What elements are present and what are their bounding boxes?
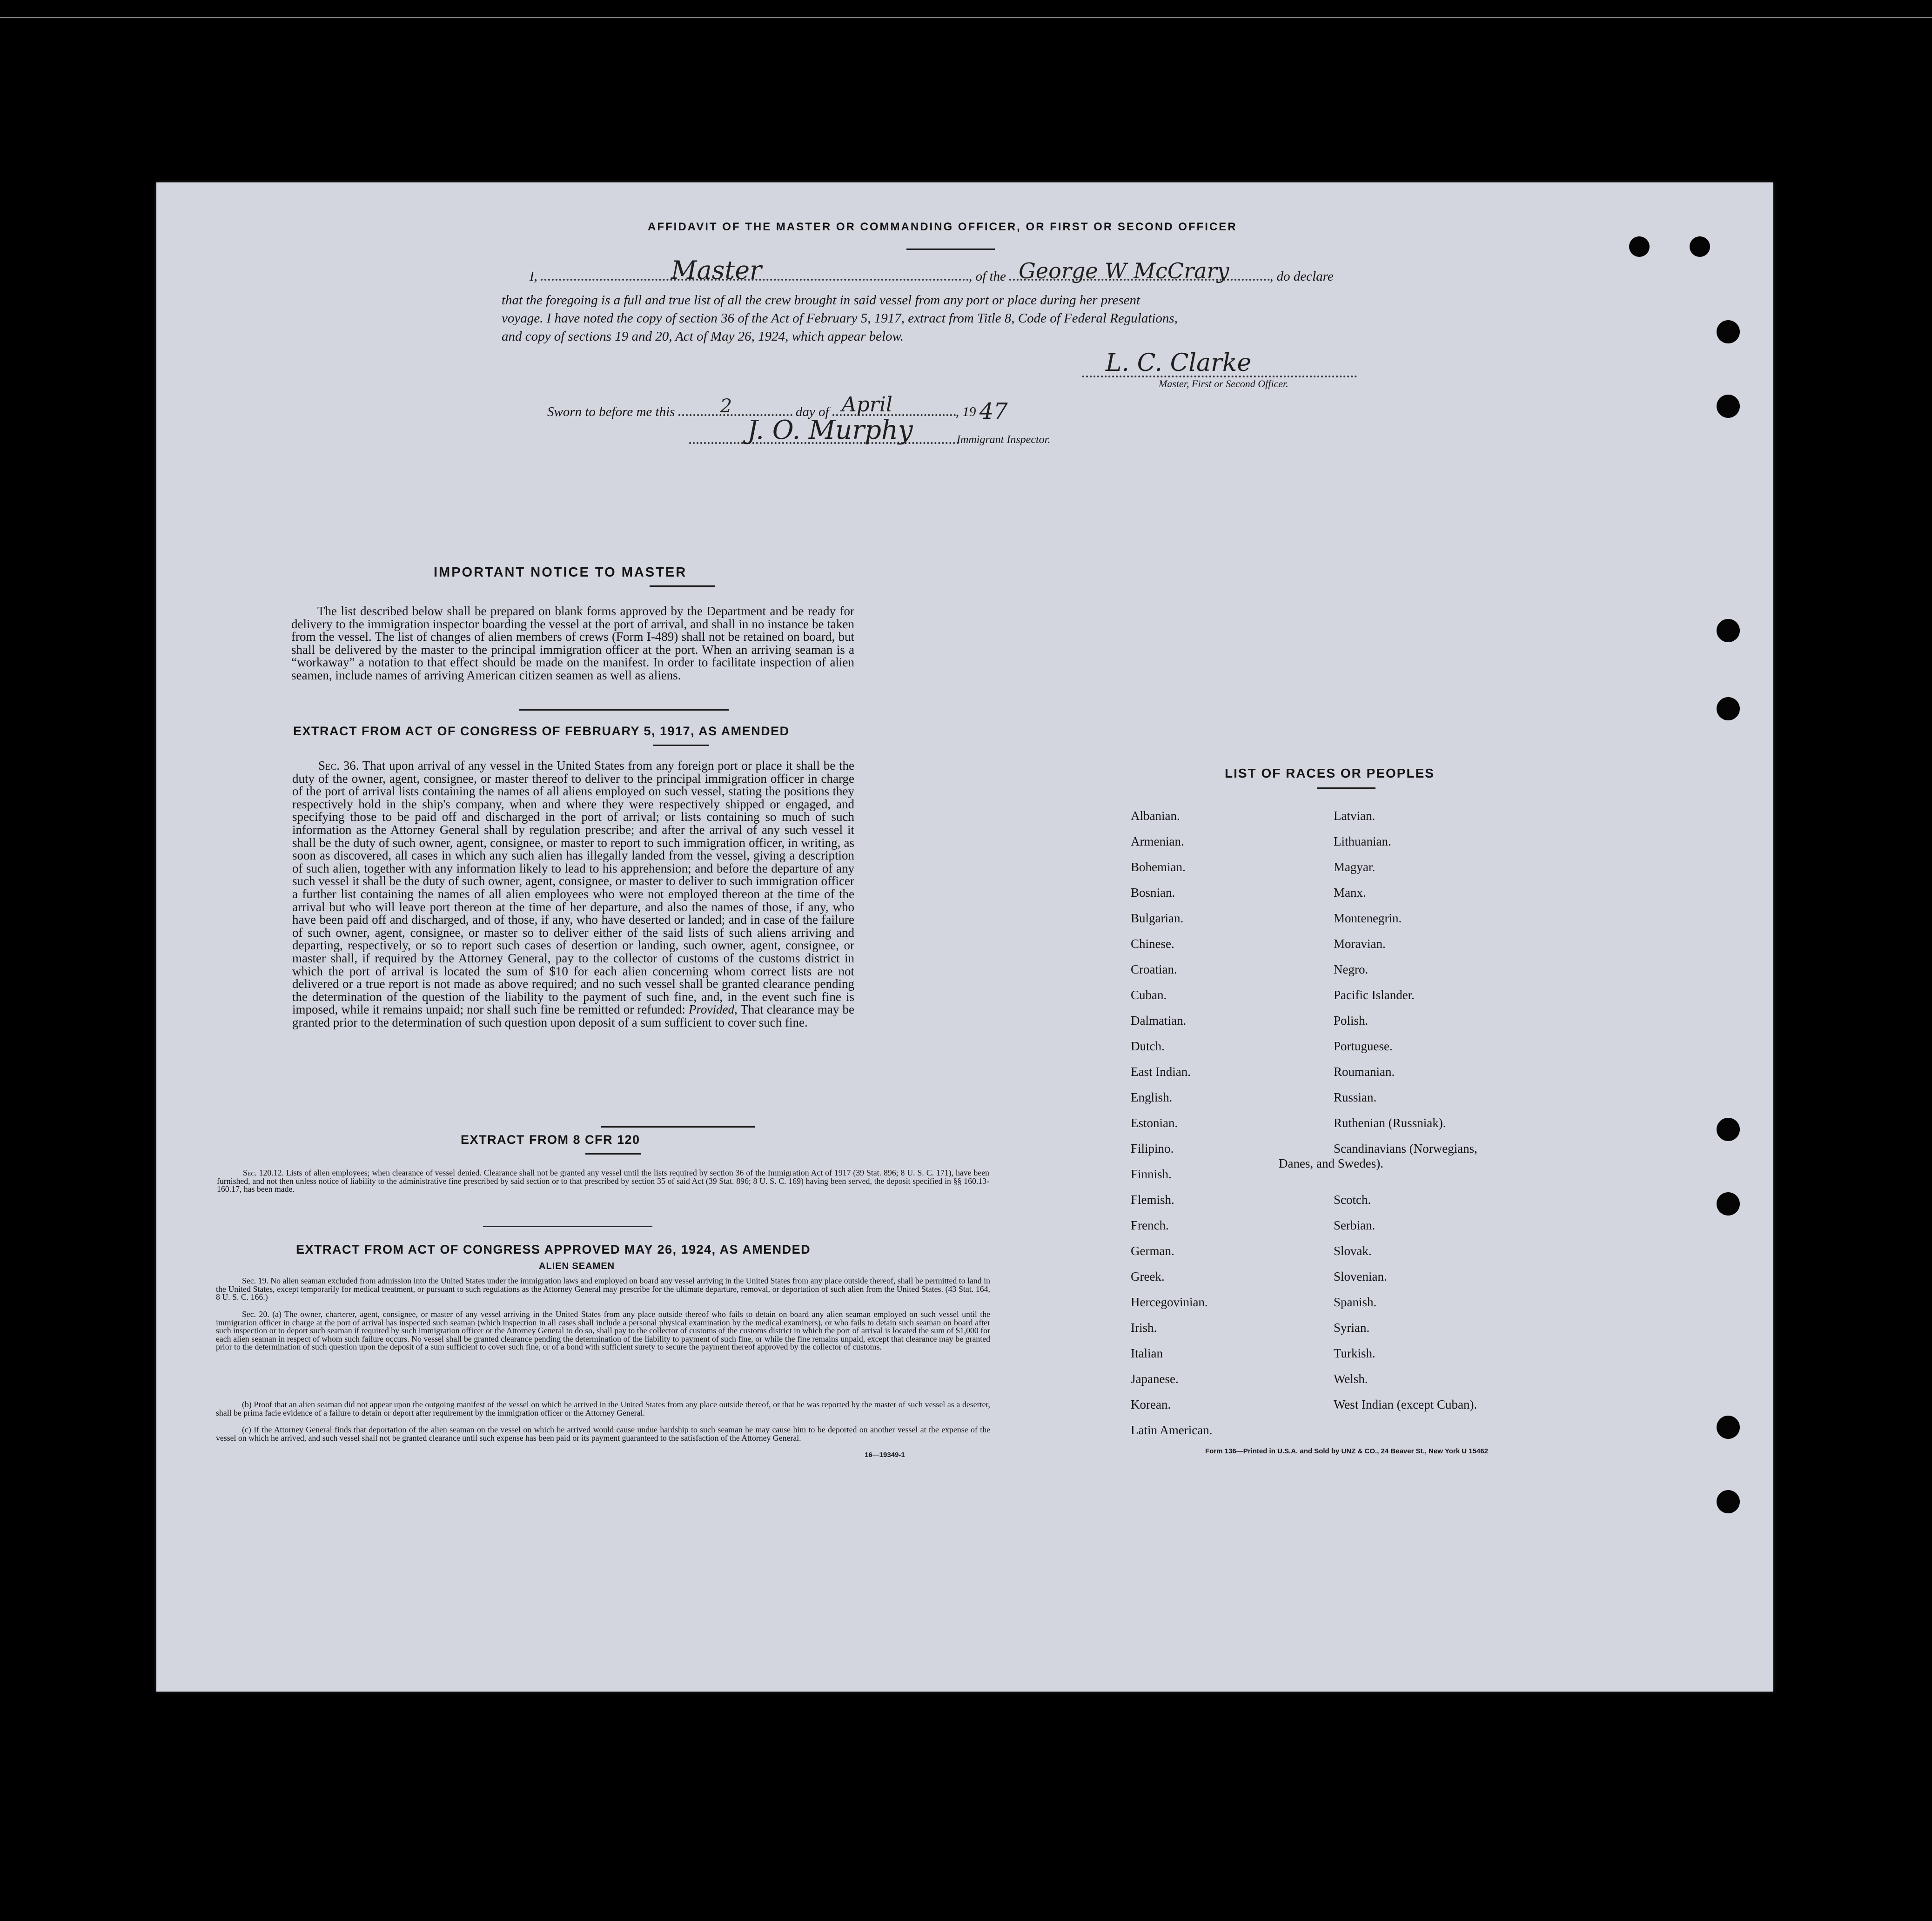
sworn-year-prefix: , 19 bbox=[955, 404, 976, 419]
race-item: Dutch. bbox=[1131, 1039, 1165, 1053]
binder-hole bbox=[1717, 619, 1740, 642]
race-item: Greek. bbox=[1131, 1269, 1165, 1283]
binder-hole bbox=[1717, 320, 1740, 343]
race-item: Negro. bbox=[1334, 962, 1368, 976]
race-item: Montenegrin. bbox=[1334, 911, 1402, 925]
race-item: Polish. bbox=[1334, 1014, 1368, 1028]
cfr-text bbox=[217, 1169, 989, 1194]
extract-1924-title: EXTRACT FROM ACT OF CONGRESS APPROVED MAY 26, 1924, AS AMENDED bbox=[296, 1243, 811, 1256]
race-item: Irish. bbox=[1131, 1321, 1157, 1335]
race-item: Flemish. bbox=[1131, 1193, 1174, 1207]
race-item: Moravian. bbox=[1334, 937, 1386, 951]
extract-form-number: 16—19349-1 bbox=[865, 1451, 905, 1459]
sworn-day-of: day of bbox=[795, 404, 829, 419]
race-item: Welsh. bbox=[1334, 1372, 1368, 1386]
race-item: East Indian. bbox=[1131, 1065, 1191, 1079]
printer-footer: Form 136—Printed in U.S.A. and Sold by UNZ & CO., 24 Beaver St., New York U 15462 bbox=[1205, 1447, 1488, 1455]
race-item: Japanese. bbox=[1131, 1372, 1179, 1386]
binder-hole bbox=[1717, 1118, 1740, 1141]
master-name-handwritten: Master bbox=[671, 255, 762, 285]
sworn-month-handwritten: April bbox=[841, 393, 892, 416]
master-name-field bbox=[541, 255, 969, 285]
form-page bbox=[156, 182, 1773, 1692]
sworn-year-handwritten: 47 bbox=[979, 398, 1008, 424]
race-scandinavians-cont: Danes, and Swedes). bbox=[1279, 1156, 1383, 1170]
sec36-text bbox=[292, 759, 854, 1029]
race-item: Serbian. bbox=[1334, 1218, 1375, 1232]
race-item: Bosnian. bbox=[1131, 886, 1175, 900]
race-item: Albanian. bbox=[1131, 809, 1180, 823]
binder-hole bbox=[1717, 697, 1740, 720]
do-declare-label: , do declare bbox=[1270, 269, 1334, 284]
cfr-body: Lists of alien employees; when clearance of vessel denied. Clearance shall not be granted any vessel until the lists required by section 36 of the Immigration Act of 1917 (39 Stat. 896; 8 U. S. C. 171), have been furnished, and not then unless notice of liability to the administrative fine prescribed by said section or to that prescribed by section 35 of said Act (39 Stat. 896; 8 U. S. C. 169) having been served, the deposit specified in §§ 160.13-160.17, has been made. bbox=[217, 1168, 989, 1194]
race-item: Russian. bbox=[1334, 1090, 1377, 1104]
race-item: German. bbox=[1131, 1244, 1174, 1258]
sworn-prefix: Sworn to before me this bbox=[547, 404, 675, 419]
inspector-label: Immigrant Inspector. bbox=[957, 434, 1051, 446]
signature-line bbox=[1082, 371, 1357, 377]
notice-text: The list described below shall be prepared on blank forms approved by the Department and be ready for delivery to the immigration inspector boarding the vessel at the port of arrival, and shall in no instance be taken from the vessel. The list of changes of alien members of crews (Form I-489) shall not be retained on board, but shall be delivered by the master to the principal immigration officer at the port. When an arriving seaman is a “workaway” a notation to that effect should be made on the manifest. In order to facilitate inspection of alien seamen, include names of arriving American citizen seamen as well as aliens. bbox=[291, 604, 854, 682]
affidavit-first-line bbox=[530, 255, 1442, 285]
race-item: Portuguese. bbox=[1334, 1039, 1393, 1053]
sec20a-text: Sec. 20. (a) The owner, charterer, agent, consignee, or master of any vessel arriving in the United States from any place outside thereof who fails to detain on board any alien seaman employed on such vessel until the immigration officer in charge at the port of arrival has inspected such seaman (which inspection in all cases shall include a personal physical examination by the medical examiners), or who fails to detain such seaman on board after such inspection or to deport such seaman if required by such immigration officer or the Attorney General to do so, shall pay to the collector of customs of the customs district in which the port of arrival is located the sum of $1,000 for each alien seaman in respect of whom such failure occurs. No vessel shall be granted clearance pending the determination of the liability to payment of such fine, or while the fine remains unpaid, except that clearance may be granted prior to the determination of such question upon the deposit of a sum sufficient to cover such fine, or of a bond with sufficient surety to secure the payment thereof approved by the collector of customs. bbox=[216, 1310, 990, 1351]
signature-label: Master, First or Second Officer. bbox=[1159, 378, 1288, 390]
notice-title-rule bbox=[650, 585, 715, 587]
vessel-name-field bbox=[1009, 258, 1270, 283]
affidavit-line-2: that the foregoing is a full and true list of all the crew brought in said vessel from any port or place during her present bbox=[502, 293, 1140, 308]
sec36-label: Sec. 36. bbox=[318, 759, 359, 772]
proviso-label: Provided, bbox=[688, 1002, 738, 1017]
affidavit-line-4: and copy of sections 19 and 20, Act of May 26, 1924, which appear below. bbox=[502, 329, 904, 344]
race-item: Armenian. bbox=[1131, 834, 1184, 848]
race-item: Bohemian. bbox=[1131, 860, 1186, 874]
binder-hole bbox=[1717, 395, 1740, 418]
sworn-day-handwritten: 2 bbox=[720, 396, 732, 417]
race-item: Korean. bbox=[1131, 1397, 1171, 1411]
race-item: Roumanian. bbox=[1334, 1065, 1395, 1079]
cfr-bottom-rule bbox=[483, 1226, 652, 1227]
affidavit-i-label: I, bbox=[530, 269, 537, 284]
race-item: Slovenian. bbox=[1334, 1269, 1387, 1283]
of-the-label: , of the bbox=[969, 269, 1006, 284]
race-item: Magyar. bbox=[1334, 860, 1375, 874]
race-item: Pacific Islander. bbox=[1334, 988, 1415, 1002]
affidavit-title: AFFIDAVIT OF THE MASTER OR COMMANDING OFFICER, OR FIRST OR SECOND OFFICER bbox=[648, 221, 1237, 233]
binder-hole bbox=[1629, 236, 1650, 257]
inspector-signature: J. O. Murphy bbox=[747, 415, 913, 445]
binder-hole bbox=[1717, 1192, 1740, 1216]
race-item: Italian bbox=[1131, 1346, 1163, 1360]
binder-hole bbox=[1717, 1416, 1740, 1439]
cfr-title: EXTRACT FROM 8 CFR 120 bbox=[461, 1133, 640, 1147]
race-item: Scotch. bbox=[1334, 1193, 1371, 1207]
race-item: Croatian. bbox=[1131, 962, 1177, 976]
race-item: Dalmatian. bbox=[1131, 1014, 1187, 1028]
race-item: Hercegovinian. bbox=[1131, 1295, 1208, 1309]
notice-bottom-rule bbox=[519, 709, 729, 711]
race-item: Finnish. bbox=[1131, 1167, 1172, 1181]
race-item: Estonian. bbox=[1131, 1116, 1178, 1130]
race-item: Spanish. bbox=[1334, 1295, 1377, 1309]
race-item: Latvian. bbox=[1334, 809, 1375, 823]
race-item: Ruthenian (Russniak). bbox=[1334, 1116, 1446, 1130]
race-item: Latin American. bbox=[1131, 1423, 1213, 1437]
race-item: English. bbox=[1131, 1090, 1173, 1104]
extract-1917-bottom-rule bbox=[601, 1126, 755, 1128]
extract-1917-title-rule bbox=[653, 745, 709, 746]
affidavit-line-3: voyage. I have noted the copy of section 36 of the Act of February 5, 1917, extract from Title 8, Code of Federal Regulations, bbox=[502, 311, 1178, 326]
race-item: Scandinavians (Norwegians, bbox=[1334, 1142, 1477, 1155]
binder-hole bbox=[1690, 236, 1710, 257]
proviso-text: That clearance may be granted prior to the determination of such question upon deposit of a sum sufficient to cover such fine. bbox=[292, 1002, 855, 1029]
extract-1924-subtitle: ALIEN SEAMEN bbox=[539, 1261, 615, 1271]
races-title-rule bbox=[1317, 787, 1375, 789]
sec20b-text: (b) Proof that an alien seaman did not appear upon the outgoing manifest of the vessel on which he arrived in the United States from any place outside thereof, or that he was reported by the master of such vessel as a deserter, shall be prima facie evidence of a failure to detain or deport after requirement by the immigration officer or the Attorney General. bbox=[216, 1400, 990, 1417]
vessel-name-handwritten: George W McCrary bbox=[1019, 258, 1229, 283]
notice-title: IMPORTANT NOTICE TO MASTER bbox=[434, 565, 687, 580]
race-item: Lithuanian. bbox=[1334, 834, 1391, 848]
race-item: West Indian (except Cuban). bbox=[1334, 1397, 1477, 1411]
sec19-text: Sec. 19. No alien seaman excluded from admission into the United States under the immigration laws and employed on board any vessel arriving in the United States from any place outside thereof, shall be permitted to land in the United States, except temporarily for medical treatment, or pursuant to such regulations as the Attorney General may prescribe for the ultimate departure, removal, or deportation of such alien from the United States. (43 Stat. 164, 8 U. S. C. 166.) bbox=[216, 1276, 990, 1302]
race-item: Cuban. bbox=[1131, 988, 1167, 1002]
affidavit-title-rule bbox=[906, 249, 995, 250]
master-signature: L. C. Clarke bbox=[1106, 349, 1252, 377]
race-item: Turkish. bbox=[1334, 1346, 1375, 1360]
sec36-body: That upon arrival of any vessel in the United States from any foreign port or place it shall be the duty of the owner, agent, consignee, or master thereof to deliver to the principal immigration officer in charge of the port of arrival lists containing the names of all aliens employed on such vessel, stating the positions they respectively hold in the ship's company, when and where they were respectively shipped or engaged, and specifying those to be paid off and discharged in the port of arrival; or lists containing so much of such information as the Attorney General shall by regulation prescribe; and after the arrival of any such vessel it shall be the duty of such owner, agent, consignee, or master to report to such immigration officer, in writing, as soon as discovered, all cases in which any such alien has illegally landed from the vessel, giving a description of such alien, together with any information likely to lead to his apprehension; and before the departure of any such vessel it shall be the duty of such owner, agent, consignee, or master to deliver to such immigration officer a further list containing the names of all alien employees who were not employed thereon at the time of the arrival but who will leave port thereon at the time of her departure, and also the names of those, if any, who have been paid off and discharged, and of those, if any, who have deserted or landed; and in case of the failure of such owner, agent, consignee, or master so to deliver either of the said lists of such aliens arriving and departing, respectively, or so to report such cases of desertion or landing, such owner, agent, consignee, or master shall, if required by the Attorney General, pay to the collector of customs of the customs district in which the port of arrival is located the sum of $10 for each alien concerning whom correct lists are not delivered or a true report is not made as above required; and no such vessel shall be granted clearance pending the determination of the question of the liability to the payment of such fine, and, in the event such fine is imposed, while it remains unpaid; nor shall such fine be remitted or refunded: bbox=[292, 759, 855, 1017]
races-title: LIST OF RACES OR PEOPLES bbox=[1225, 766, 1435, 780]
race-item: French. bbox=[1131, 1218, 1169, 1232]
cfr-sec-label: Sec. 120.12. bbox=[243, 1168, 284, 1177]
race-item: Bulgarian. bbox=[1131, 911, 1184, 925]
extract-1917-title: EXTRACT FROM ACT OF CONGRESS OF FEBRUARY 5, 1917, AS AMENDED bbox=[293, 724, 790, 738]
race-item: Filipino. bbox=[1131, 1142, 1174, 1155]
race-item: Chinese. bbox=[1131, 937, 1174, 951]
race-item: Syrian. bbox=[1334, 1321, 1370, 1335]
sec20c-text: (c) If the Attorney General finds that deportation of the alien seaman on the vessel on which he arrived would cause undue hardship to such seaman he may cause him to be deported on another vessel at the expense of the vessel on which he arrived, and such vessel shall not be granted clearance until such expense has been paid or its payment guaranteed to the satisfaction of the Attorney General. bbox=[216, 1425, 990, 1443]
race-item: Slovak. bbox=[1334, 1244, 1372, 1258]
film-edge-line bbox=[0, 17, 1932, 18]
race-item: Manx. bbox=[1334, 886, 1366, 900]
binder-hole bbox=[1717, 1490, 1740, 1513]
cfr-title-rule bbox=[585, 1153, 641, 1155]
